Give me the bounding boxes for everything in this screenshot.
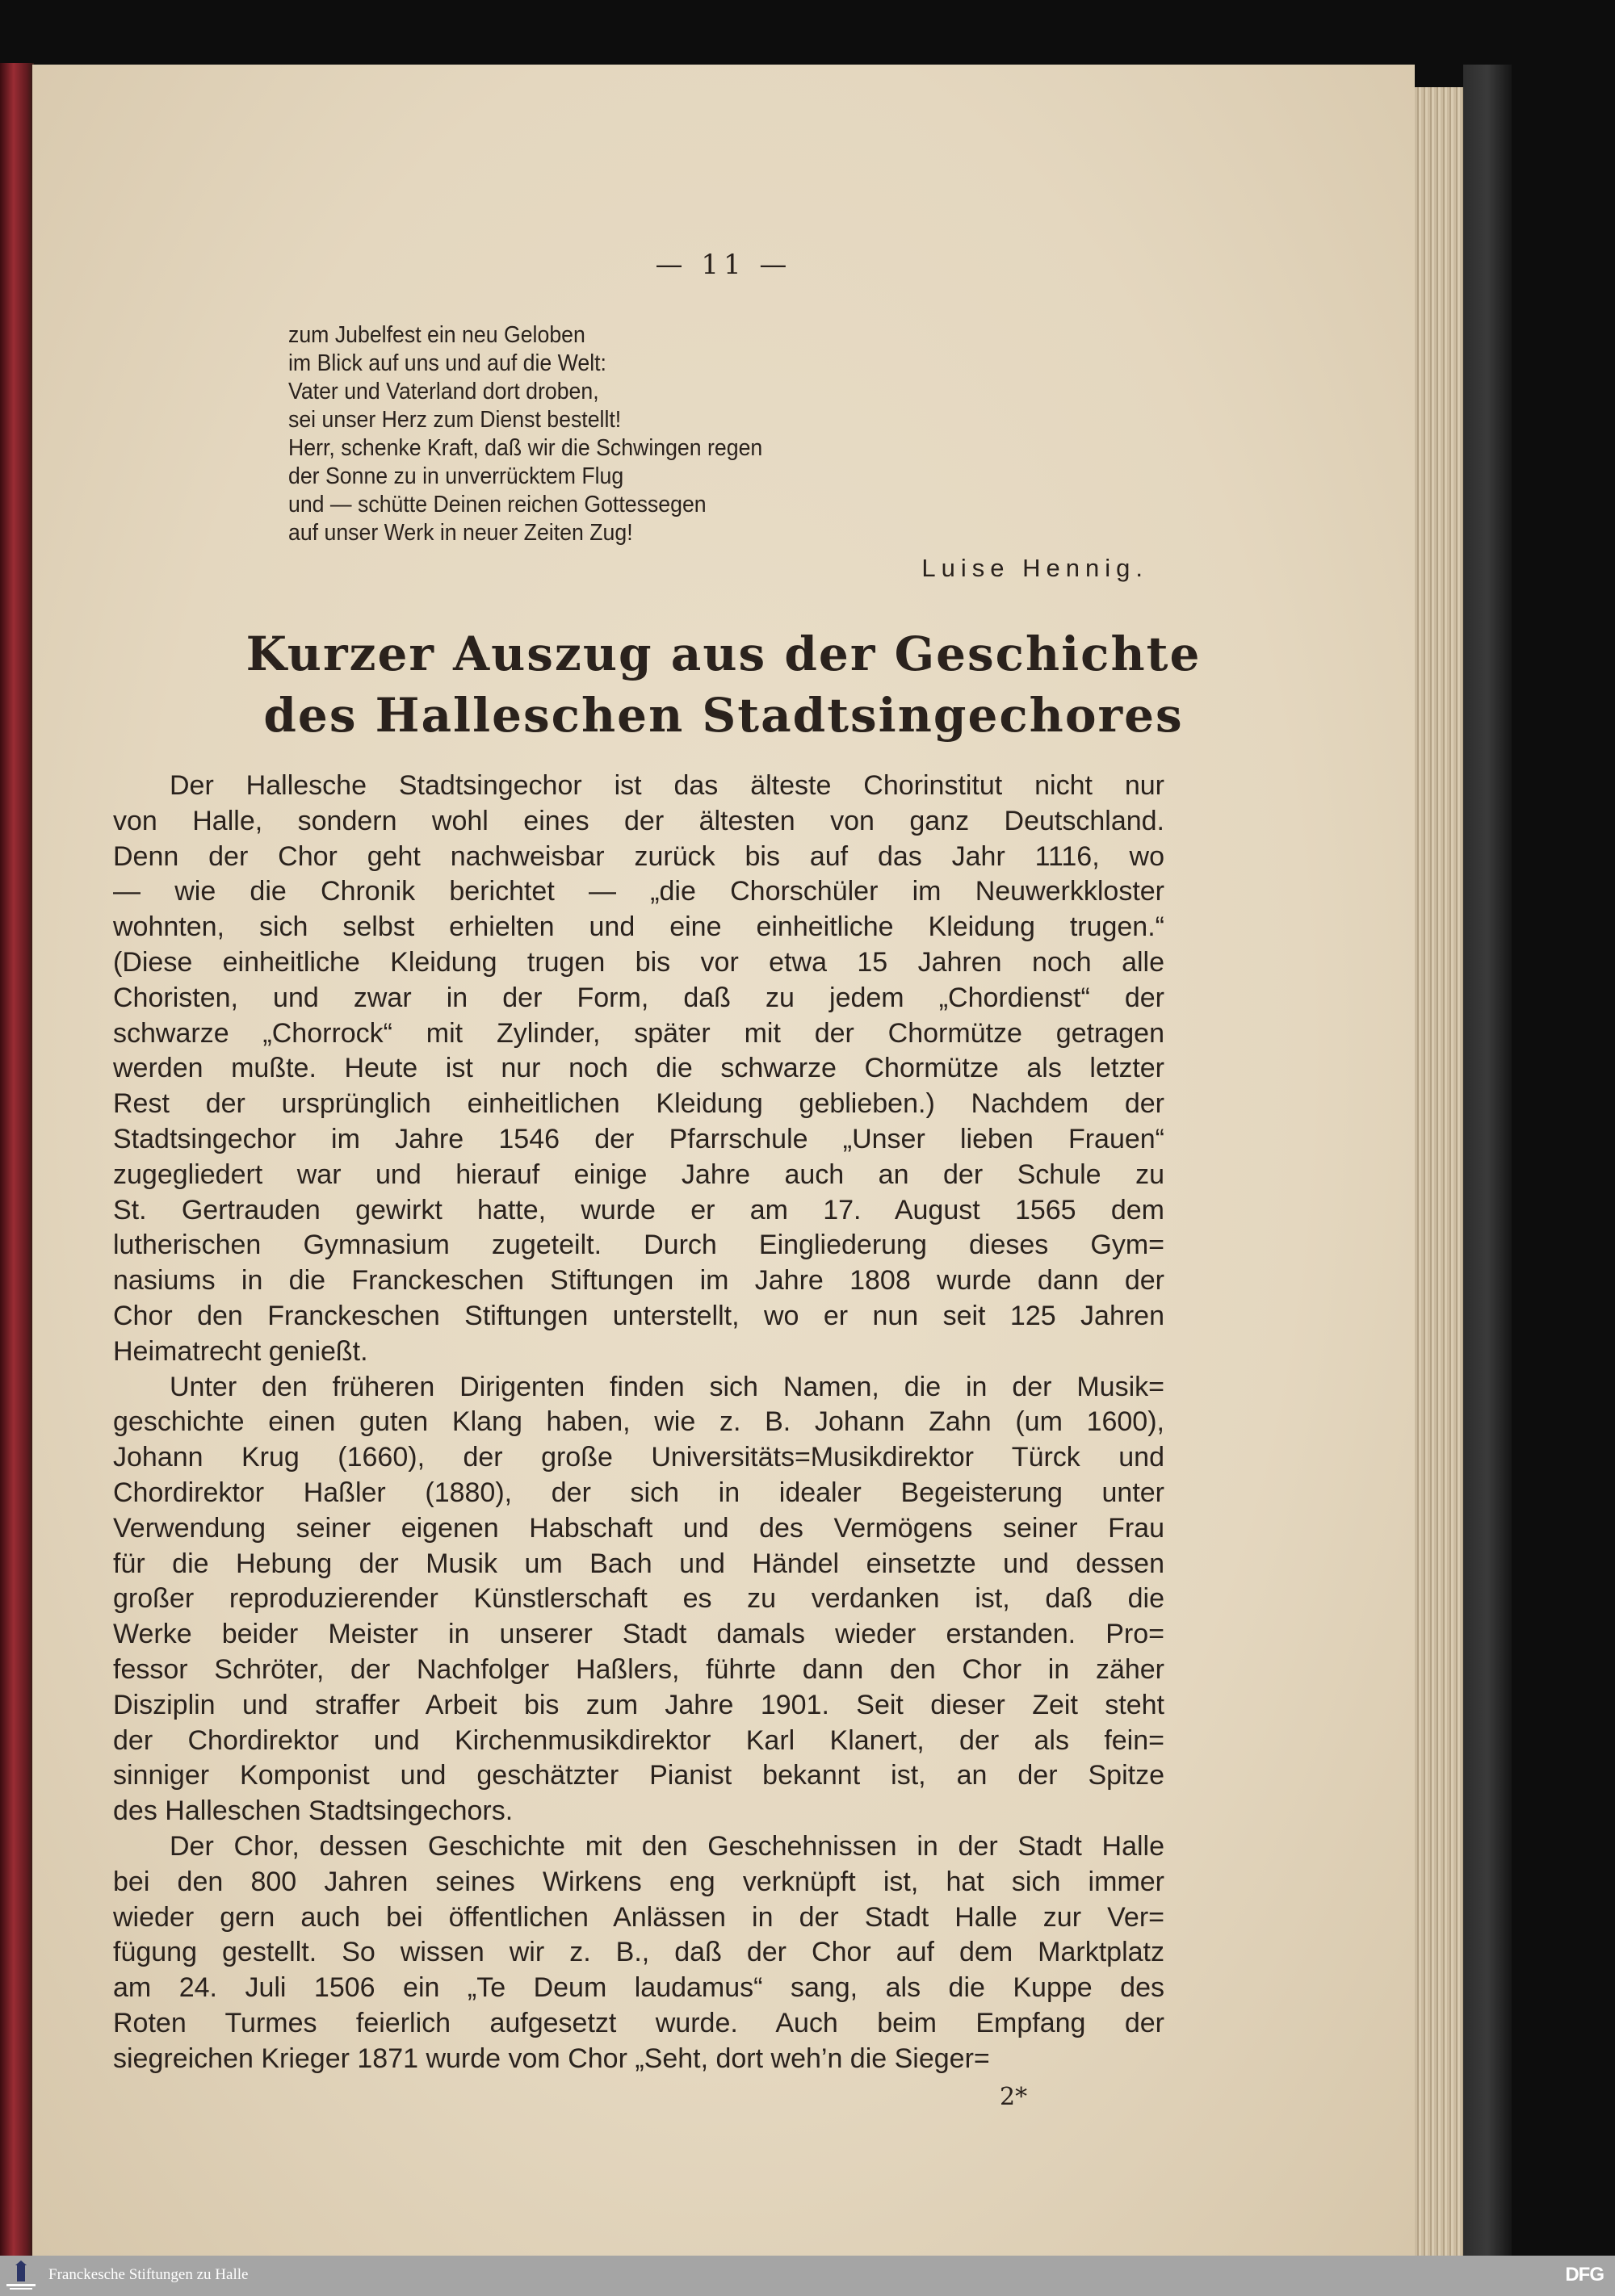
text-line-content: Werke beider Meister in unserer Stadt damals wieder erstanden. Pro= <box>113 1619 1164 1650</box>
page-edges <box>1415 87 1463 2256</box>
text-line <box>113 1051 1164 1087</box>
text-line <box>113 1724 1164 1759</box>
text-line <box>113 1971 1164 2006</box>
text-line-content: von Halle, sondern wohl eines der ältesten von ganz Deutschland. <box>113 805 1164 836</box>
text-line <box>113 1688 1164 1724</box>
poem-line: der Sonne zu in unverrücktem Flug <box>288 463 624 489</box>
text-line-content: Denn der Chor geht nachweisbar zurück bis auf das Jahr 1116, wo <box>113 840 1164 872</box>
text-line-content: schwarze „Chorrock“ mit Zylinder, später mit der Chormütze getragen <box>113 1017 1164 1049</box>
text-line-content: Chordirektor Haßler (1880), der sich in idealer Begeisterung unter <box>113 1477 1164 1508</box>
text-line <box>113 1582 1164 1617</box>
poem-line: auf unser Werk in neuer Zeiten Zug! <box>288 520 633 546</box>
text-line-content: zugegliedert war und hierauf einige Jahre auch an der Schule zu <box>113 1158 1164 1190</box>
text-line-content: Roten Turmes feierlich aufgesetzt wurde. Auch beim Empfang der <box>113 2007 1164 2038</box>
text-line-content: bei den 800 Jahren seines Wirkens eng verknüpft ist, hat sich immer <box>113 1866 1164 1897</box>
text-line-content: Unter den früheren Dirigenten finden sich Namen, die in der Musik= <box>170 1371 1164 1402</box>
text-line-content: Der Chor, dessen Geschichte mit den Geschehnissen in der Stadt Halle <box>170 1830 1164 1862</box>
text-line-content: für die Hebung der Musik um Bach und Händel einsetzte und dessen <box>113 1548 1164 1579</box>
footer-bar <box>0 2256 1615 2296</box>
signature-mark: 2* <box>1000 2083 1028 2111</box>
text-line <box>113 1476 1164 1511</box>
book-red-edge <box>0 63 34 2256</box>
text-line <box>113 1263 1164 1299</box>
text-line <box>113 1158 1164 1193</box>
text-line <box>113 1617 1164 1653</box>
poem-line: Herr, schenke Kraft, daß wir die Schwingen regen <box>288 435 763 461</box>
text-line-content: Choristen, und zwar in der Form, daß zu jedem „Chordienst“ der <box>113 982 1164 1013</box>
text-line <box>113 2006 1164 2042</box>
text-line <box>113 1334 1164 1370</box>
text-line <box>113 769 1164 804</box>
poem-line: und — schütte Deinen reichen Gottessegen <box>288 492 707 517</box>
text-line <box>113 1935 1164 1971</box>
text-line-content: fügung gestellt. So wissen wir z. B., daß der Chor auf dem Marktplatz <box>113 1937 1164 1968</box>
text-line-content: lutherischen Gymnasium zugeteilt. Durch Eingliederung dieses Gym= <box>113 1230 1164 1261</box>
text-line <box>113 804 1164 840</box>
text-line <box>113 1794 1164 1829</box>
poem-line: sei unser Herz zum Dienst bestellt! <box>288 407 622 433</box>
poem-line: Vater und Vaterland dort droben, <box>288 379 599 404</box>
text-line-content: Johann Krug (1660), der große Universitäts=Musikdirektor Türck und <box>113 1442 1164 1473</box>
text-line <box>113 981 1164 1016</box>
text-line-content: Verwendung seiner eigenen Habschaft und des Vermögens seiner Frau <box>113 1512 1164 1544</box>
text-line-content: fessor Schröter, der Nachfolger Haßlers, führte dann den Chor in zäher <box>113 1653 1164 1685</box>
text-line <box>113 1900 1164 1936</box>
text-line-content: werden mußte. Heute ist nur noch die schwarze Chormütze als letzter <box>113 1053 1164 1084</box>
text-line <box>113 1122 1164 1158</box>
text-line-content: siegreichen Krieger 1871 wurde vom Chor „Seht, dort weh’n die Sieger= <box>113 2043 990 2074</box>
text-line-content: sinniger Komponist und geschätzter Pianist bekannt ist, an der Spitze <box>113 1760 1164 1791</box>
text-line-content: des Halleschen Stadtsingechors. <box>113 1795 514 1827</box>
text-line-content: — wie die Chronik berichtet — „die Chorschüler im Neuwerkkloster <box>113 876 1164 907</box>
text-line <box>113 1016 1164 1052</box>
book-page <box>32 65 1415 2256</box>
heading-line-2: des Halleschen Stadtsingechores <box>263 688 1184 743</box>
heading-line-1: Kurzer Auszug aus der Geschichte <box>245 626 1202 681</box>
text-line-content: Der Hallesche Stadtsingechor ist das älteste Chorinstitut nicht nur <box>170 770 1164 801</box>
body-text <box>113 769 1164 2076</box>
text-line <box>113 1087 1164 1122</box>
text-line <box>113 2042 1164 2077</box>
dfg-logo: DFG <box>1565 2264 1604 2286</box>
institution-name: Franckesche Stiftungen zu Halle <box>48 2266 249 2283</box>
text-line-content: nasiums in die Franckeschen Stiftungen im Jahre 1808 wurde dann der <box>113 1265 1164 1297</box>
text-line-content: Chor den Franckeschen Stiftungen unterstellt, wo er nun seit 125 Jahren <box>113 1300 1164 1331</box>
text-line <box>113 1758 1164 1794</box>
book-cover <box>1463 65 1512 2256</box>
text-line-content: Heimatrecht genießt. <box>113 1335 368 1367</box>
text-line <box>113 1193 1164 1229</box>
page-number: — 11 — <box>655 249 792 281</box>
text-line <box>113 1865 1164 1900</box>
poem <box>288 321 762 547</box>
text-line-content: geschichte einen guten Klang haben, wie z. B. Johann Zahn (um 1600), <box>113 1406 1164 1438</box>
text-line-content: Rest der ursprünglich einheitlichen Kleidung geblieben.) Nachdem der <box>113 1088 1164 1120</box>
text-line <box>113 1653 1164 1688</box>
poem-author: Luise Hennig. <box>921 554 1148 582</box>
text-line <box>113 1370 1164 1406</box>
text-line <box>113 1228 1164 1263</box>
text-line <box>113 1405 1164 1440</box>
text-line-content: wieder gern auch bei öffentlichen Anlässen in der Stadt Halle zur Ver= <box>113 1901 1164 1933</box>
text-line-content: Stadtsingechor im Jahre 1546 der Pfarrschule „Unser lieben Frauen“ <box>113 1123 1164 1154</box>
text-line <box>113 1511 1164 1547</box>
text-line <box>113 910 1164 945</box>
text-line-content: wohnten, sich selbst erhielten und eine einheitliche Kleidung trugen.“ <box>113 911 1164 943</box>
text-line-content: großer reproduzierender Künstlerschaft es zu verdanken ist, daß die <box>113 1583 1164 1615</box>
text-line-content: Disziplin und straffer Arbeit bis zum Jahre 1901. Seit dieser Zeit steht <box>113 1689 1164 1720</box>
text-line-content: (Diese einheitliche Kleidung trugen bis vor etwa 15 Jahren noch alle <box>113 946 1164 978</box>
institution-logo-icon <box>5 2260 37 2293</box>
text-line <box>113 1829 1164 1865</box>
text-line <box>113 1440 1164 1476</box>
text-line-content: am 24. Juli 1506 ein „Te Deum laudamus“ sang, als die Kuppe des <box>113 1972 1164 2004</box>
text-line-content: der Chordirektor und Kirchenmusikdirektor Karl Klanert, der als fein= <box>113 1724 1164 1756</box>
text-line <box>113 1547 1164 1582</box>
poem-line: zum Jubelfest ein neu Geloben <box>288 322 585 348</box>
text-line-content: St. Gertrauden gewirkt hatte, wurde er am 17. August 1565 dem <box>113 1194 1164 1226</box>
text-line <box>113 874 1164 910</box>
text-line <box>113 840 1164 875</box>
text-line <box>113 945 1164 981</box>
text-line <box>113 1299 1164 1334</box>
poem-line: im Blick auf uns und auf die Welt: <box>288 350 606 376</box>
